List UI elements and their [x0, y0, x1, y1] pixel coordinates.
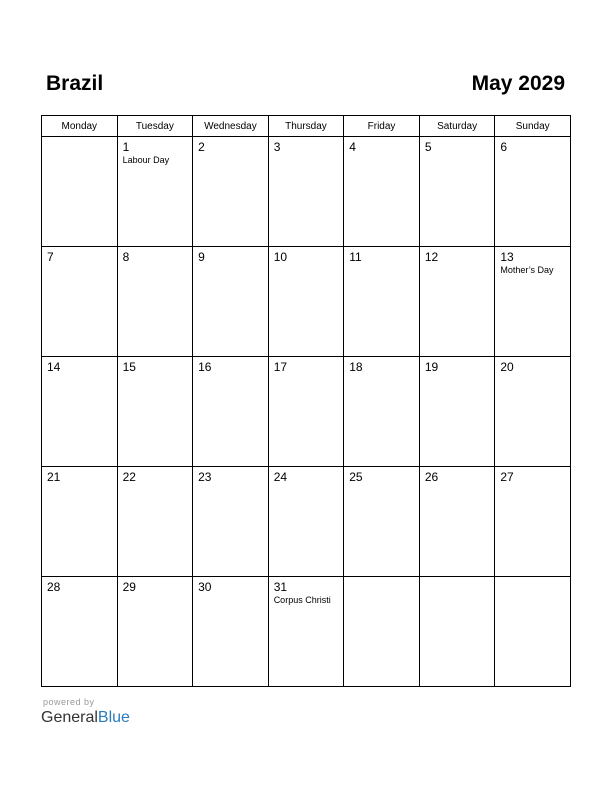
day-cell [268, 357, 344, 467]
weekday-header: Tuesday [117, 116, 193, 137]
day-cell [419, 247, 495, 357]
day-number: 24 [273, 470, 288, 484]
day-number: 10 [273, 250, 288, 264]
day-cell [419, 577, 495, 687]
day-cell [117, 357, 193, 467]
day-cell [193, 357, 269, 467]
day-cell [495, 247, 571, 357]
brand-name-general: General [41, 709, 98, 726]
day-cell [117, 577, 193, 687]
brand-name-blue: Blue [97, 709, 130, 726]
day-number: 7 [47, 250, 54, 264]
powered-by-text: powered by [43, 697, 95, 707]
holiday-label: Mother’s Day [500, 265, 554, 275]
day-cell [42, 137, 118, 247]
day-cell [117, 467, 193, 577]
day-number: 4 [349, 140, 356, 154]
weekday-header: Sunday [495, 116, 571, 137]
day-number: 23 [198, 470, 212, 484]
day-cell [495, 467, 571, 577]
day-cell [344, 137, 420, 247]
day-cell [268, 137, 344, 247]
weekday-header: Saturday [419, 116, 495, 137]
day-cell [268, 577, 344, 687]
day-number: 13 [500, 250, 514, 264]
day-number: 29 [122, 580, 136, 594]
day-number: 26 [424, 470, 439, 484]
weekday-header-row [42, 116, 571, 137]
day-number: 8 [122, 250, 130, 264]
day-number: 21 [47, 470, 61, 484]
day-cell [42, 577, 118, 687]
day-number: 15 [122, 360, 136, 374]
day-cell [419, 467, 495, 577]
weekday-header: Thursday [268, 116, 344, 137]
day-cell [193, 247, 269, 357]
weekday-header: Friday [344, 116, 420, 137]
day-cell [117, 247, 193, 357]
day-cell [42, 467, 118, 577]
holiday-label: Corpus Christi [273, 595, 331, 605]
day-cell [193, 137, 269, 247]
day-cell [419, 357, 495, 467]
day-number: 25 [349, 470, 363, 484]
day-number: 1 [122, 140, 130, 154]
day-number: 28 [47, 580, 61, 594]
day-number: 30 [198, 580, 212, 594]
day-number: 31 [273, 580, 288, 594]
day-number: 22 [122, 470, 136, 484]
week-row [42, 467, 571, 577]
calendar-grid [41, 115, 571, 687]
day-cell [42, 247, 118, 357]
day-cell [344, 467, 420, 577]
day-cell [495, 357, 571, 467]
day-number: 6 [500, 140, 508, 154]
day-cell [495, 137, 571, 247]
day-number: 20 [500, 360, 514, 374]
day-number: 9 [198, 250, 205, 264]
day-number: 16 [198, 360, 212, 374]
day-number: 14 [47, 360, 61, 374]
week-row [42, 577, 571, 687]
day-cell [344, 357, 420, 467]
day-number: 19 [424, 360, 439, 374]
day-number: 27 [500, 470, 514, 484]
day-number: 18 [349, 360, 363, 374]
day-number: 17 [273, 360, 288, 374]
day-cell [344, 247, 420, 357]
day-cell [419, 137, 495, 247]
day-cell [117, 137, 193, 247]
day-cell [495, 577, 571, 687]
week-row [42, 357, 571, 467]
day-number: 5 [424, 140, 432, 154]
day-cell [344, 577, 420, 687]
holiday-label: Labour Day [122, 155, 170, 165]
day-cell [193, 577, 269, 687]
day-cell [42, 357, 118, 467]
week-row [42, 137, 571, 247]
country-title: Brazil [46, 72, 104, 95]
day-number: 12 [424, 250, 439, 264]
day-cell [193, 467, 269, 577]
month-title: May 2029 [471, 72, 565, 95]
day-number: 11 [349, 250, 362, 264]
weekday-header: Wednesday [193, 116, 269, 137]
day-number: 2 [198, 140, 205, 154]
brand-logo[interactable] [41, 709, 130, 727]
day-number: 3 [273, 140, 281, 154]
weekday-header: Monday [42, 116, 118, 137]
day-cell [268, 467, 344, 577]
day-cell [268, 247, 344, 357]
week-row [42, 247, 571, 357]
